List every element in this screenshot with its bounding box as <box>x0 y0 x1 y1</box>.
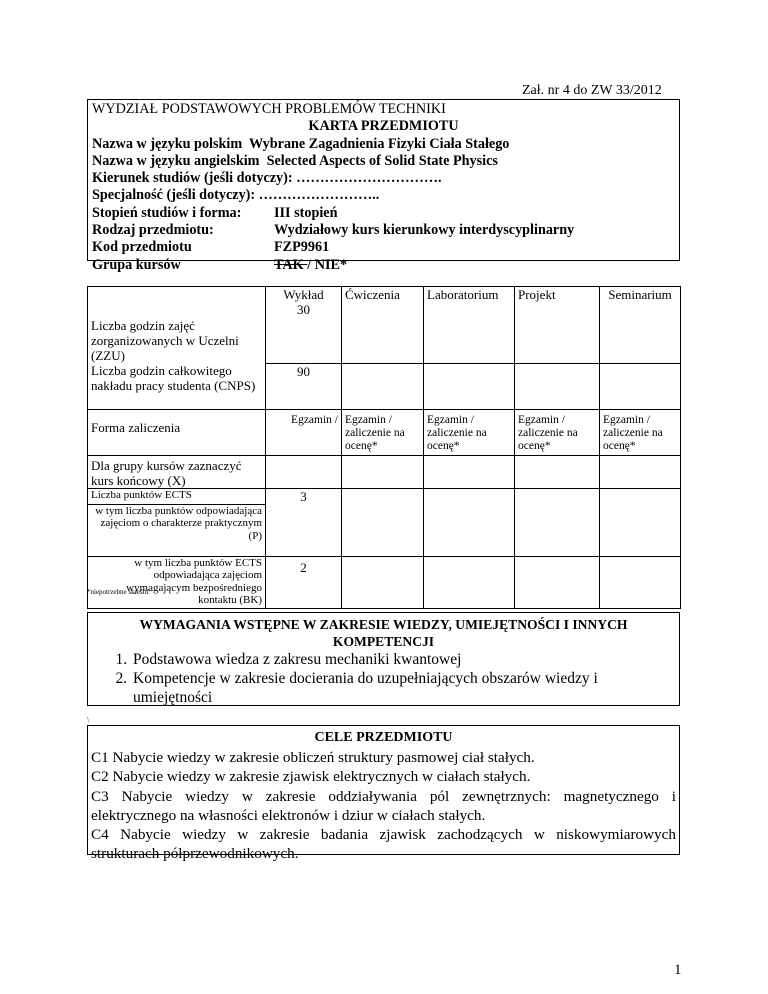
cell-wyklad-zzu <box>266 287 342 364</box>
stray-mark: \ <box>87 715 90 725</box>
table-row <box>88 287 681 364</box>
row-label-ects-bk: w tym liczba punktów ECTS odpowiadająca zajęciom wymagającym bezpośredniego kontaktu (BK) <box>88 556 266 608</box>
value-forma-projekt: Egzamin / zaliczenie na ocenę* <box>515 409 600 455</box>
spec-value: …………………….. <box>258 187 380 204</box>
value-bk-seminarium <box>600 556 681 608</box>
value-p-projekt <box>515 504 600 556</box>
hours-table <box>87 286 681 609</box>
value-koncowy-wyklad <box>266 455 342 488</box>
name-en-row <box>92 153 675 170</box>
col-header-wyklad: Wykład <box>283 287 324 302</box>
code-value: FZP9961 <box>274 239 330 256</box>
table-row <box>88 363 681 409</box>
value-koncowy-cwiczenia <box>342 455 424 488</box>
name-en-label: Nazwa w języku angielskim <box>92 152 260 169</box>
page-number: 1 <box>674 962 682 978</box>
field-row <box>92 170 675 187</box>
group-row <box>92 257 675 274</box>
code-label: Kod przedmiotu <box>92 239 192 256</box>
requirements-list <box>88 650 679 707</box>
name-pl-label: Nazwa w języku polskim <box>92 135 243 152</box>
faculty-name: WYDZIAŁ PODSTAWOWYCH PROBLEMÓW TECHNIKI <box>92 101 446 117</box>
spec-row <box>92 187 675 204</box>
table-row <box>88 455 681 488</box>
course-header-box <box>87 99 680 273</box>
value-ects-projekt <box>515 488 600 504</box>
row-label-ects: Liczba punktów ECTS <box>88 488 266 504</box>
row-label-forma: Forma zaliczenia <box>88 409 266 455</box>
value-ects-wyklad: 3 <box>266 488 342 504</box>
group-value-rest: / NIE* <box>307 256 348 273</box>
value-cnps-cwiczenia <box>342 363 424 409</box>
value-ects-cwiczenia <box>342 488 424 504</box>
name-pl-value: Wybrane Zagadnienia Fizyki Ciała Stałego <box>249 135 510 152</box>
value-cnps-wyklad: 90 <box>266 363 342 409</box>
type-value: Wydziałowy kurs kierunkowy interdyscyplinarny <box>274 222 575 239</box>
value-koncowy-seminarium <box>600 455 681 488</box>
spec-label: Specjalność (jeśli dotyczy): <box>92 187 256 204</box>
group-value-struck: TAK <box>274 256 308 273</box>
value-p-wyklad <box>266 504 342 556</box>
level-row <box>92 205 675 222</box>
row-label-kurs-koncowy: Dla grupy kursów zaznaczyć kurs końcowy (X) <box>88 455 266 488</box>
value-bk-wyklad: 2 <box>266 556 342 608</box>
table-row <box>88 556 681 608</box>
value-cnps-seminarium <box>600 363 681 409</box>
col-header-laboratorium: Laboratorium <box>424 287 515 364</box>
col-header-projekt: Projekt <box>515 287 600 364</box>
list-item: C3 Nabycie wiedzy w zakresie oddziaływania pól zewnętrznych: magnetycznego i elektrycznego na własności elektronów i dziur w ciałach stałych. <box>91 787 676 824</box>
name-en-value: Selected Aspects of Solid State Physics <box>266 152 498 169</box>
value-zzu-wyklad: 30 <box>297 302 310 317</box>
type-label: Rodzaj przedmiotu: <box>92 222 214 239</box>
value-forma-seminarium: Egzamin / zaliczenie na ocenę* <box>600 409 681 455</box>
goals-box <box>87 725 680 863</box>
field-label: Kierunek studiów (jeśli dotyczy): <box>92 170 293 187</box>
value-koncowy-laboratorium <box>424 455 515 488</box>
type-row <box>92 222 675 239</box>
value-p-cwiczenia <box>342 504 424 556</box>
list-item: C1 Nabycie wiedzy w zakresie obliczeń struktury pasmowej ciał stałych. <box>91 749 535 766</box>
col-header-seminarium: Seminarium <box>600 287 681 364</box>
value-ects-laboratorium <box>424 488 515 504</box>
code-row <box>92 239 675 256</box>
table-row <box>88 488 681 504</box>
value-forma-laboratorium: Egzamin / zaliczenie na ocenę* <box>424 409 515 455</box>
level-label: Stopień studiów i forma: <box>92 204 242 221</box>
footnote: *niepotrzebne skreślić <box>87 588 150 596</box>
group-label: Grupa kursów <box>92 256 181 273</box>
row-label-zzu: Liczba godzin zajęć zorganizowanych w Uczelni (ZZU) <box>88 287 266 364</box>
requirements-title: WYMAGANIA WSTĘPNE W ZAKRESIE WIEDZY, UMIEJĘTNOŚCI I INNYCH KOMPETENCJI <box>139 617 628 649</box>
list-item: 1. Podstawowa wiedza z zakresu mechaniki kwantowej <box>131 650 679 669</box>
list-item: 2. Kompetencje w zakresie docierania do uzupełniających obszarów wiedzy i umiejętności <box>131 669 679 707</box>
name-pl-row <box>92 136 675 153</box>
list-item: C4 Nabycie wiedzy w zakresie badania zjawisk zachodzących w niskowymiarowych strukturach półprzewodnikowych. <box>91 826 676 863</box>
row-label-cnps: Liczba godzin całkowitego nakładu pracy studenta (CNPS) <box>88 363 266 409</box>
value-cnps-laboratorium <box>424 363 515 409</box>
value-p-seminarium <box>600 504 681 556</box>
value-forma-wyklad: Egzamin / <box>266 409 342 455</box>
goals-title: CELE PRZEDMIOTU <box>314 730 453 745</box>
row-label-ects-p: w tym liczba punktów odpowiadająca zajęciom o charakterze praktycznym (P) <box>88 504 266 556</box>
value-bk-laboratorium <box>424 556 515 608</box>
value-koncowy-projekt <box>515 455 600 488</box>
value-cnps-projekt <box>515 363 600 409</box>
table-row <box>88 409 681 455</box>
table-row <box>88 504 681 556</box>
card-title: KARTA PRZEDMIOTU <box>308 118 459 135</box>
col-header-cwiczenia: Ćwiczenia <box>342 287 424 364</box>
level-value: III stopień <box>274 204 338 221</box>
field-value: …………………………. <box>296 170 442 187</box>
value-p-laboratorium <box>424 504 515 556</box>
value-bk-cwiczenia <box>342 556 424 608</box>
requirements-box <box>87 612 680 706</box>
value-bk-projekt <box>515 556 600 608</box>
list-item: C2 Nabycie wiedzy w zakresie zjawisk elektrycznych w ciałach stałych. <box>91 768 531 786</box>
attachment-note: Zał. nr 4 do ZW 33/2012 <box>522 83 662 98</box>
value-forma-cwiczenia: Egzamin / zaliczenie na ocenę* <box>342 409 424 455</box>
value-ects-seminarium <box>600 488 681 504</box>
